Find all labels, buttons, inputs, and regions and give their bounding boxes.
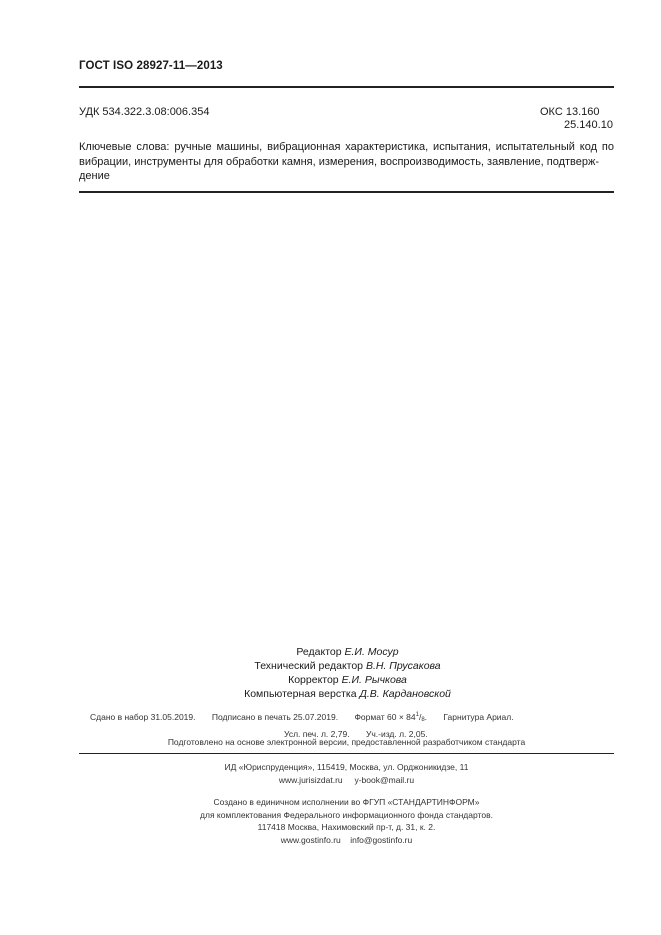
- oks-code-1: ОКС 13.160: [540, 106, 600, 118]
- keywords-text: Ключевые слова: ручные машины, вибрационная характеристика, испытания, испытательный код по вибрации, инструменты для обработки камня, измерения, воспроизводимость, заявление, подтверж-: [79, 141, 614, 168]
- standard-id: ГОСТ ISO 28927-11—2013: [79, 60, 223, 72]
- submitted-date: Сдано в набор 31.05.2019.: [90, 712, 196, 722]
- print-info-row-1: [90, 708, 600, 727]
- credit-tech-editor: Технический редактор В.Н. Прусакова: [254, 660, 441, 672]
- printer-block: [79, 796, 614, 846]
- keywords-divider: [79, 191, 614, 193]
- publisher-sheets: Уч.-изд. л. 2,05.: [365, 729, 428, 739]
- publisher-website: www.jurisizdat.ru: [278, 775, 343, 785]
- printer-contacts: [79, 834, 614, 847]
- printer-address: 117418 Москва, Нахимовский пр-т, д. 31, к. 2.: [257, 822, 436, 832]
- format: Формат $60 \times 84^1/_8$.: [354, 712, 428, 723]
- udk-code: УДК 534.322.3.08:006.354: [79, 106, 210, 118]
- publisher-block: [79, 761, 614, 787]
- signed-date: Подписано в печать 25.07.2019.: [211, 712, 339, 722]
- keywords-paragraph: [79, 140, 614, 184]
- header-divider: [79, 86, 614, 88]
- publisher-address: ИД «Юриспруденция», 115419, Москва, ул. Орджоникидзе, 11: [224, 762, 469, 772]
- publisher-email: y-book@mail.ru: [354, 775, 415, 785]
- credit-editor: Редактор Е.И. Мосур: [296, 646, 399, 658]
- printer-email: info@gostinfo.ru: [350, 834, 413, 845]
- credit-corrector: Корректор Е.И. Рычкова: [288, 674, 407, 686]
- printer-website: www.gostinfo.ru: [280, 834, 341, 845]
- print-sheets: Усл. печ. л. 2,79.: [284, 729, 350, 739]
- credit-layout: Компьютерная верстка Д.В. Кардановской: [244, 688, 451, 700]
- publisher-contacts: [79, 774, 614, 787]
- prepared-note: Подготовлено на основе электронной версии, предоставленной разработчиком стандарта: [167, 737, 526, 747]
- printer-line-1: Создано в единичном исполнении во ФГУП «СТАНДАРТИНФОРМ»: [213, 797, 480, 807]
- keywords-text-end: дение: [79, 170, 110, 182]
- typeface: Гарнитура Ариал.: [443, 712, 514, 722]
- printer-line-2: для комплектования Федерального информационного фонда стандартов.: [200, 809, 493, 820]
- oks-codes: [540, 106, 614, 132]
- oks-code-2: 25.140.10: [564, 119, 613, 131]
- publisher-divider: [79, 753, 614, 754]
- credits-block: [180, 645, 515, 701]
